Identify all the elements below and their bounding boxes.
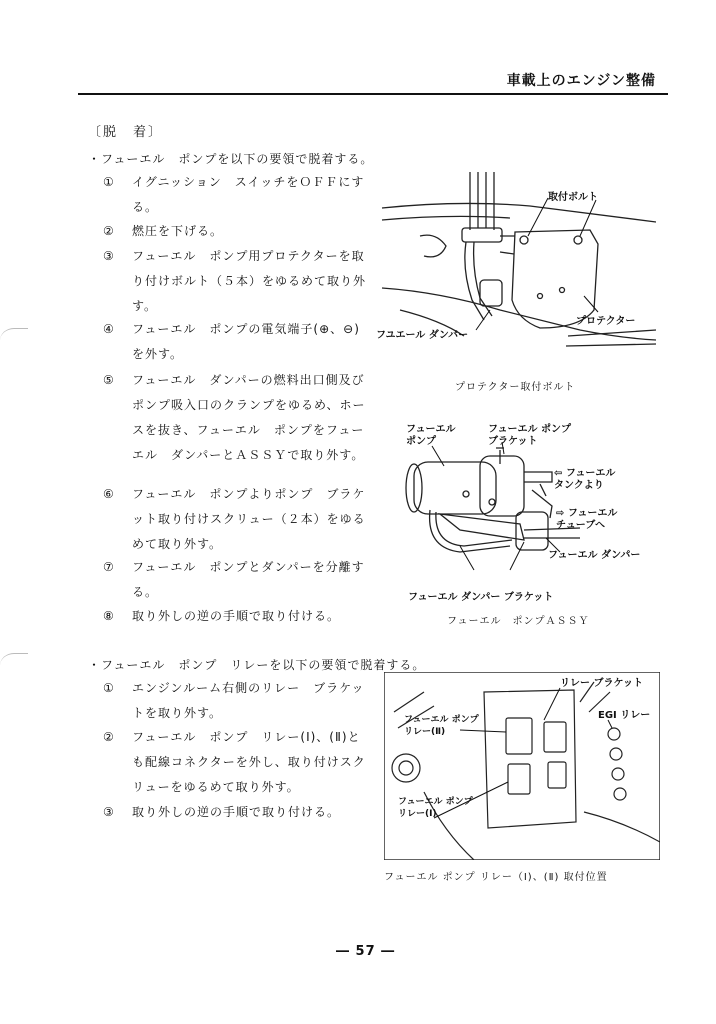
relay-figure-caption: フューエル ポンプ リレー（Ⅰ)、(Ⅱ) 取付位置 xyxy=(384,872,608,883)
step-number: ② xyxy=(103,224,115,238)
step-number: ④ xyxy=(103,322,115,336)
protector-bolt-figure xyxy=(376,170,656,360)
scan-margin-mark xyxy=(0,328,28,353)
step-number: ⑧ xyxy=(103,609,115,623)
pump-label: フューエル ポンプ xyxy=(406,424,456,447)
step-text: エンジンルーム右側のリレー ブラケットを取り外す。 xyxy=(132,681,365,720)
step-number: ② xyxy=(103,730,115,744)
relay-procedure-intro: ・フューエル ポンプ リレーを以下の要領で脱着する。 xyxy=(88,658,426,672)
step-text: イグニッション スイッチをＯＦＦにする。 xyxy=(132,175,365,214)
step-text: 取り外しの逆の手順で取り付ける。 xyxy=(132,805,341,819)
step-text: フューエル ポンプ リレー(Ⅰ)、(Ⅱ)とも配線コネクターを外し、取り付けスクリューをゆるめて取り外す。 xyxy=(132,730,366,794)
section-heading: 〔脱 着〕 xyxy=(88,125,164,140)
pump-step xyxy=(103,555,368,605)
fuel-pump-assy-figure xyxy=(400,420,676,610)
egi-relay-label: EGI リレー xyxy=(598,710,651,721)
bolt-label: 取付ボルト xyxy=(548,192,598,203)
relay-step xyxy=(103,800,368,825)
relay-location-illustration xyxy=(384,672,660,860)
step-number: ③ xyxy=(103,249,115,263)
pump-step xyxy=(103,244,368,319)
damper-label: フユエール ダンパー xyxy=(376,330,469,341)
step-number: ① xyxy=(103,681,115,695)
pump-step xyxy=(103,368,368,468)
step-number: ⑦ xyxy=(103,560,115,574)
pump-step xyxy=(103,317,368,367)
protector-label: プロテクター xyxy=(576,316,636,327)
damper-label: フューエル ダンパー xyxy=(548,550,641,561)
relay-step xyxy=(103,676,368,726)
pump-bracket-label: フューエル ポンプ ブラケット xyxy=(488,424,571,447)
pump-step xyxy=(103,170,368,220)
damper-bracket-label: フューエル ダンパー ブラケット xyxy=(408,592,554,603)
step-number: ③ xyxy=(103,805,115,819)
pump-step xyxy=(103,604,368,629)
step-number: ⑤ xyxy=(103,373,115,387)
header-rule xyxy=(78,93,668,95)
to-tube-label: ⇨ フューエル チューブへ xyxy=(556,508,618,531)
step-text: 燃圧を下げる。 xyxy=(132,224,224,238)
step-number: ⑥ xyxy=(103,487,115,501)
step-text: フューエル ポンプの電気端子(⊕、⊖)を外す。 xyxy=(132,322,360,361)
pump-step xyxy=(103,219,368,244)
fuel-pump-assy-illustration xyxy=(400,420,676,610)
pump-figure-caption: フューエル ポンプＡＳＳＹ xyxy=(447,616,590,627)
step-number: ① xyxy=(103,175,115,189)
step-text: フューエル ポンプとダンパーを分離する。 xyxy=(132,560,365,599)
from-tank-label: ⇦ フューエル タンクより xyxy=(554,468,616,491)
relay-2-label: フューエル ポンプ リレー(Ⅱ) xyxy=(404,715,479,737)
step-text: フューエル ポンプ用プロテクターを取り付けボルト（５本）をゆるめて取り外す。 xyxy=(132,249,367,313)
chapter-title: 車載上のエンジン整備 xyxy=(506,73,656,89)
pump-procedure-intro: ・フューエル ポンプを以下の要領で脱着する。 xyxy=(88,152,374,166)
pump-step xyxy=(103,482,368,557)
relay-1-label: フューエル ポンプ リレー(Ⅰ) xyxy=(398,797,473,819)
step-text: 取り外しの逆の手順で取り付ける。 xyxy=(132,609,341,623)
step-text: フューエル ダンパーの燃料出口側及びポンプ吸入口のクランプをゆるめ、ホースを抜き、フューエル ポンプをフューエル ダンパーとＡＳＳＹで取り外す。 xyxy=(132,373,366,462)
protector-figure-caption: プロテクター取付ボルト xyxy=(455,382,576,393)
relay-step xyxy=(103,725,368,800)
relay-location-figure xyxy=(384,672,660,860)
scan-margin-mark xyxy=(0,653,28,678)
relay-bracket-label: リレー ブラケット xyxy=(560,678,643,689)
step-text: フューエル ポンプよりポンプ ブラケット取り付けスクリュー（２本）をゆるめて取り外す。 xyxy=(132,487,366,551)
page-number: ― 57 ― xyxy=(336,944,396,959)
